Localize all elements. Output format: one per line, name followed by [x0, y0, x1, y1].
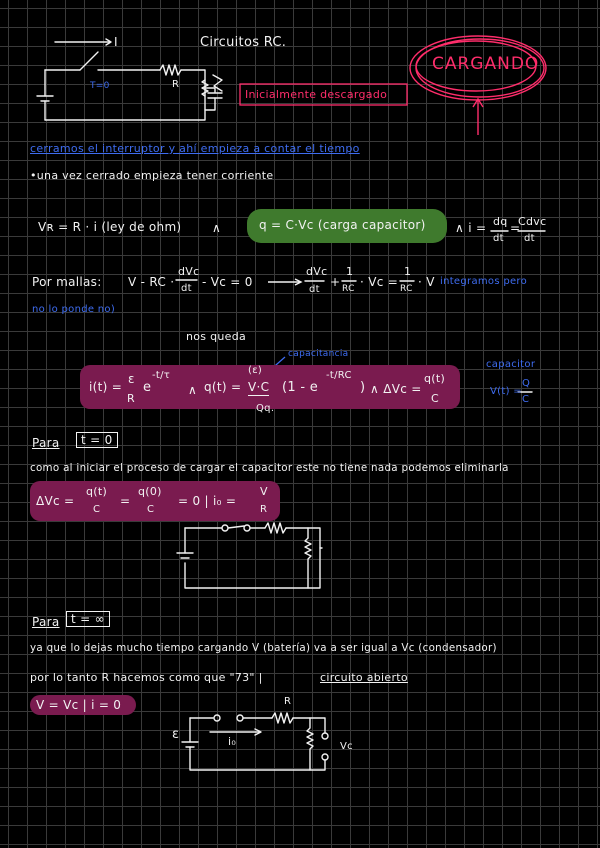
- cargando-badge: CARGANDO: [432, 54, 540, 74]
- bottom-source-label: ε: [172, 727, 180, 742]
- mallas-rhs-plus: +: [330, 275, 341, 289]
- mallas-one-b: 1: [404, 265, 412, 278]
- t0-eq-d2: C: [147, 504, 155, 515]
- para-inf-box: t = ∞: [66, 611, 110, 627]
- res-q-exp: -t/RC: [326, 370, 352, 381]
- current-starts-line: •una vez cerrado empieza tener corriente: [30, 169, 274, 182]
- switch-time-label: T=0: [90, 81, 110, 91]
- initial-note: Inicialmente descargado: [245, 88, 388, 101]
- res-i-lhs: i(t) =: [89, 380, 123, 394]
- res-dvc: ∧ ΔVc =: [370, 382, 422, 396]
- capacitor-eq: V(t) =: [490, 386, 522, 397]
- mallas-rc-a: RC: [342, 284, 355, 294]
- mallas-rhs-den: dt: [309, 284, 320, 295]
- res-q-vc: V·C: [248, 380, 270, 394]
- capacitor-eq-den: C: [522, 394, 530, 405]
- bottom-resistor-label: R: [284, 696, 292, 707]
- mallas-label: Por mallas:: [32, 275, 102, 289]
- res-and: ∧: [188, 383, 198, 397]
- bottom-current-label: i₀: [228, 735, 237, 748]
- inf-text-2a: por lo tanto R hacemos como que "73" |: [30, 671, 263, 684]
- close-switch-line: cerramos el interruptor y ahí empieza a contar el tiempo: [30, 142, 360, 155]
- res-q-paren: (1 - e: [282, 380, 319, 395]
- res-i-exp: -t/τ: [152, 370, 171, 381]
- current-eq-num2: Cdvc: [518, 215, 547, 228]
- t0-eq-d3: R: [260, 504, 268, 515]
- charge-eq: q = C·Vc (carga capacitor): [259, 218, 426, 232]
- t0-eq-lhs: ΔVc =: [36, 494, 75, 508]
- para-inf-label: Para: [32, 615, 60, 629]
- res-q-close: ): [360, 380, 366, 395]
- t0-text: como al iniciar el proceso de cargar el capacitor este no tiene nada podemos eliminarla: [30, 462, 509, 474]
- mallas-one-a: 1: [346, 265, 354, 278]
- mallas-rhs-num: dVc: [306, 265, 328, 278]
- res-i-eps: ε: [128, 372, 135, 386]
- current-eq-den1: dt: [493, 233, 504, 244]
- capacitancia-note: capacitancia: [288, 349, 349, 359]
- mallas-frac-num: dVc: [178, 265, 200, 278]
- capacitor-label: capacitor: [486, 359, 536, 370]
- page-title: Circuitos RC.: [200, 35, 287, 50]
- t0-eq-d1: C: [93, 504, 101, 515]
- current-eq-den2: dt: [524, 233, 535, 244]
- t0-eq-n2: q(0): [138, 485, 162, 498]
- cargando-badge-drawing: [410, 36, 546, 135]
- capacitor-eq-num: Q: [522, 378, 531, 389]
- para-t0-label: Para: [32, 436, 60, 450]
- res-q-lhs: q(t) =: [204, 380, 242, 394]
- t0-eq-n1: q(t): [86, 485, 108, 498]
- mallas-v: · V: [418, 275, 435, 289]
- top-circuit-drawing: [37, 39, 222, 120]
- inf-result: V = Vc | i = 0: [36, 698, 122, 712]
- mallas-frac-den: dt: [181, 283, 192, 294]
- current-eq-lhs: ∧ i =: [455, 221, 487, 235]
- inf-text-2b: circuito abierto: [320, 671, 408, 684]
- mallas-vc: · Vc =: [360, 275, 399, 289]
- and-symbol-1: ∧: [212, 221, 222, 235]
- t0-eq-mid: = 0 | i₀ =: [178, 494, 237, 508]
- top-current-label: I: [114, 35, 118, 49]
- current-eq-num1: dq: [493, 215, 508, 228]
- mallas-note-1: integramos pero: [440, 276, 528, 287]
- res-i-e: e: [143, 380, 152, 395]
- nos-queda-label: nos queda: [186, 330, 247, 343]
- mallas-rc-b: RC: [400, 284, 413, 294]
- mallas-note-2: no lo ponde no): [32, 304, 116, 315]
- top-resistor-label: R: [172, 79, 180, 90]
- res-dvc-den: C: [431, 392, 439, 405]
- inf-text-1: ya que lo dejas mucho tiempo cargando V (batería) va a ser igual a Vc (condensador): [30, 642, 497, 654]
- t0-circuit-drawing: [177, 523, 322, 588]
- ohm-law-eq: Vʀ = R · i (ley de ohm): [38, 220, 182, 234]
- t0-eq-eq: =: [120, 494, 131, 508]
- mallas-eq-a: V - RC ·: [128, 275, 175, 289]
- para-t0-box: t = 0: [76, 432, 118, 448]
- res-dvc-num: q(t): [424, 372, 446, 385]
- t0-eq-n3: V: [260, 485, 268, 498]
- bottom-circuit-drawing: [182, 713, 328, 770]
- current-eq-eq: =: [510, 221, 521, 235]
- mallas-eq-b: - Vc = 0: [202, 275, 253, 289]
- res-i-R: R: [127, 392, 135, 405]
- res-q-under: Qq.: [256, 403, 275, 414]
- bottom-vc-label: Vc: [340, 741, 353, 752]
- res-q-eps-paren: (ε): [248, 365, 263, 376]
